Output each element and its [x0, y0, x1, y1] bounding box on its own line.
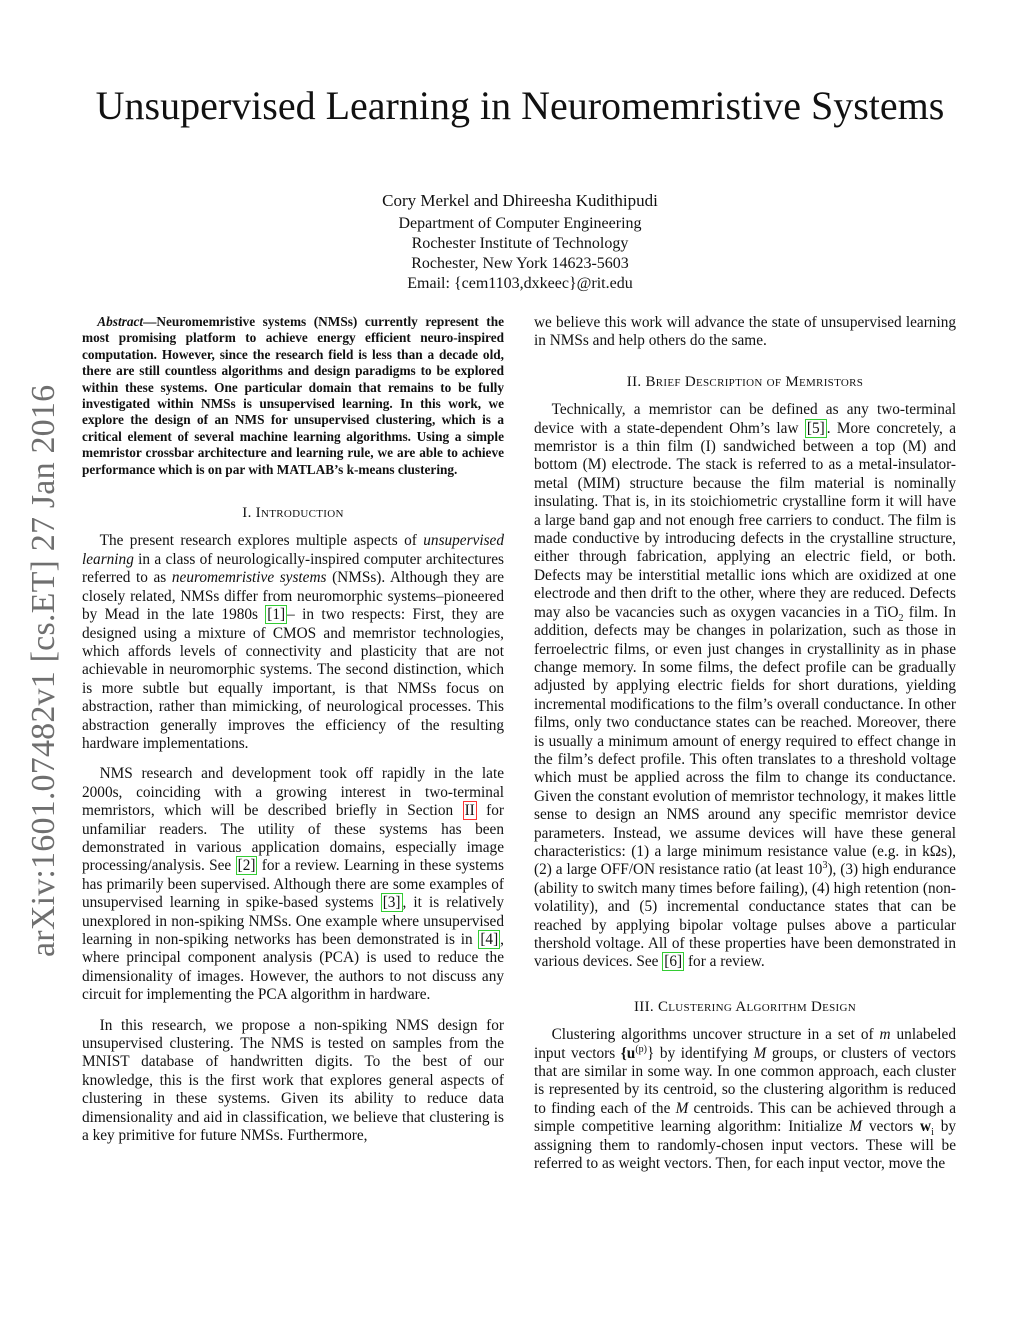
intro-paragraph-2: [82, 765, 504, 1004]
section-heading-clustering: III. Clustering Algorithm Design: [634, 998, 856, 1015]
text-run: by identifying: [654, 1044, 754, 1062]
text-run: groups, or clusters of vectors that are similar in some way. In one common approach, each cluster is represented by its centroid, so the clustering algorithm is reduced to finding each of the: [534, 1044, 956, 1117]
citation-link[interactable]: [2]: [237, 857, 256, 875]
citation-link[interactable]: [3]: [382, 894, 401, 912]
text-run: unlabeled input vectors: [534, 1026, 956, 1062]
paper-title: Unsupervised Learning in Neuromemristive Systems: [95, 83, 945, 128]
text-run: vectors: [862, 1118, 921, 1136]
text-run: (NMSs). Although they are closely related, NMSs differ from neuromorphic systems–pioneered by Mead in the late 1980s: [82, 569, 504, 624]
text-run: film. In addition, defects may be changes in polarization, such as those in ferroelectric films, or even just changes in crystallinity as in phase change memory. In some films, the defect profile can be gradually adjusted by applying electric fields for short durations, yielding incremental modifications to the film’s overall conductance. In other films, only two conductance states can be reached. Moreover, there is usually a minimum amount of energy required to effect change in the film’s defect profile. This often translates to a threshold voltage which must be applied across the film to change its conductance. Given the constant evolution of memristor technology, it makes little sense to design an NMS around any specific memristor device parameters. Instead, we assume devices will have these general characteristics: (1) a large minimum resistance value (e.g. in kΩs), (2) a large OFF/ON resistance ratio (at least 10: [534, 603, 956, 879]
math-variable: M: [753, 1044, 767, 1062]
text-run: Clustering algorithms uncover structure in a set of: [551, 1026, 880, 1044]
author-names: Cory Merkel and Dhireesha Kudithipudi: [382, 191, 658, 210]
text-run: for unfamiliar readers. The utility of these systems has been demonstrated in various application domains, especially image processing/analysis. See: [82, 802, 504, 875]
citation-link[interactable]: [5]: [806, 419, 825, 437]
clustering-paragraph: [534, 1026, 956, 1173]
text-run: ), (3) high endurance (ability to switch many times before failing), (4) high retention (non-volatility), and (5) incremental conductance states that can be reached by applying bipolar voltage pulses above a particular thershold voltage. All of these properties have been demonstrated in various devices. See: [534, 861, 956, 971]
math-variable: m: [879, 1026, 891, 1044]
text-run: The present research explores multiple aspects of: [99, 532, 424, 550]
text-emphasis: neuromemristive systems: [171, 569, 327, 587]
text-run: NMS research and development took off rapidly in the late 2000s, coinciding with a growing interest in two-terminal memristors, which will be described briefly in Section: [82, 765, 504, 820]
section-reference-link[interactable]: II: [464, 802, 475, 820]
abstract: [82, 314, 504, 478]
arxiv-identifier: arXiv:1601.07482v1 [cs.ET] 27 Jan 2016: [25, 384, 62, 957]
text-run: , where principal component analysis (PCA) is used to reduce the dimensionality of images. However, the authors to not discuss any circuit for implementing the PCA algorithm in hardware.: [82, 931, 504, 1004]
text-run: , it is relatively unexplored in non-spiking NMSs. One example where unsupervised learning in non-spiking networks has been demonstrated is in: [82, 894, 504, 948]
text-run: for a review.: [684, 953, 765, 971]
text-run: by assigning them to randomly-chosen input vectors. These will be referred to as weight vectors. Then, for each input vector, move the: [534, 1118, 956, 1173]
author-city: Rochester, New York 14623-5603: [411, 255, 629, 272]
intro-paragraph-3-continued: we believe this work will advance the state of unsupervised learning in NMSs and help others do the same.: [534, 314, 956, 350]
text-run: in a class of neurologically-inspired computer architectures referred to as: [82, 550, 504, 587]
author-department: Department of Computer Engineering: [398, 215, 642, 232]
section-heading-introduction: I. Introduction: [242, 505, 344, 522]
section-heading-memristors: II. Brief Description of Memristors: [626, 373, 864, 390]
intro-paragraph-3: In this research, we propose a non-spiking NMS design for unsupervised clustering. The NMS is tested on samples from the MNIST database of handwritten digits. To the best of our knowledge, this is the first work that explores general aspects of clustering in these systems. Given its ability to reduce data dimensionality and aid in classification, we believe that clustering is a key primitive for future NMSs. Furthermore,: [82, 1016, 504, 1145]
superscript: 3: [822, 860, 828, 872]
math-set: [621, 1045, 655, 1062]
text-run: – in two respects: First, they are designed using a mixture of CMOS and memristor technologies, which affords levels of connectivity and plasticity that are not achievable in neuromorphic systems. The second distinction, which is more subtle but equally important, is that NMSs focus on abstraction, rather than mimicking, of neurological processes. This abstraction generally improves the efficiency of the resulting hardware implementations.: [82, 606, 504, 752]
author-email: Email: {cem1103,dxkeec}@rit.edu: [407, 275, 633, 292]
text-run: Technically, a memristor can be defined as any two-terminal device with a state-dependent Ohm’s law: [534, 401, 956, 437]
abstract-text: —Neuromemristive systems (NMSs) currently represent the most promising platform to achieve energy efficient neuro-inspired computation. However, since the research field is less than a decade old, there are still countless algorithms and design paradigms to be explored within these systems. One particular domain that remains to be fully investigated within NMSs is unsupervised learning. In this work, we explore the design of an NMS for unsupervised clustering, which is a critical element of several machine learning algorithms. Using a simple memristor crossbar architecture and learning rule, we are able to achieve performance which is on par with MATLAB’s k-means clustering.: [82, 314, 504, 477]
author-institute: Rochester Institute of Technology: [411, 235, 629, 252]
abstract-label: Abstract: [97, 314, 144, 329]
text-run: for a review. Learning in these systems has primarily been supervised. Although there are some examples of unsupervised learning in spike-based systems: [82, 857, 504, 912]
citation-link[interactable]: [6]: [664, 953, 683, 971]
author-block: [250, 191, 790, 294]
text-run: centroids. This can be achieved through a simple competitive learning algorithm: Initialize: [534, 1099, 956, 1136]
citation-link[interactable]: [1]: [267, 606, 286, 624]
math-variable: M: [849, 1118, 863, 1136]
citation-link[interactable]: [4]: [480, 931, 499, 948]
math-vector: w: [920, 1118, 932, 1136]
text-emphasis: unsupervised learning: [82, 532, 504, 568]
superscript: (p): [635, 1043, 647, 1055]
math-brace: }: [647, 1044, 655, 1062]
text-run: . More concretely, a memristor is a thin film (I) sandwiched between a top (M) and bottom (M) electrode. The stack is referred to as a metal-insulator-metal (MIM) structure because the film material is nominally insulating. That is, in its stoichiometric crystalline form it will have a large band gap and not enough free carriers to conduct. The film is made conductive by introducing defects in the crystalline structure, either through fabrication, applying an electric field, or both. Defects may be interstitial metallic ions which are oxidized at one electrode and then drift to the other, where they are reduced. Defects may also be vacancies such as oxygen vacancies in a TiO: [534, 419, 956, 621]
math-vector: {u: [620, 1044, 636, 1062]
left-column: [82, 314, 504, 1145]
intro-paragraph-1: [82, 532, 504, 753]
subscript: i: [931, 1127, 934, 1139]
math-variable: M: [675, 1099, 689, 1117]
right-column: [534, 314, 956, 1173]
memristors-paragraph: [534, 401, 956, 972]
subscript: 2: [898, 612, 904, 624]
